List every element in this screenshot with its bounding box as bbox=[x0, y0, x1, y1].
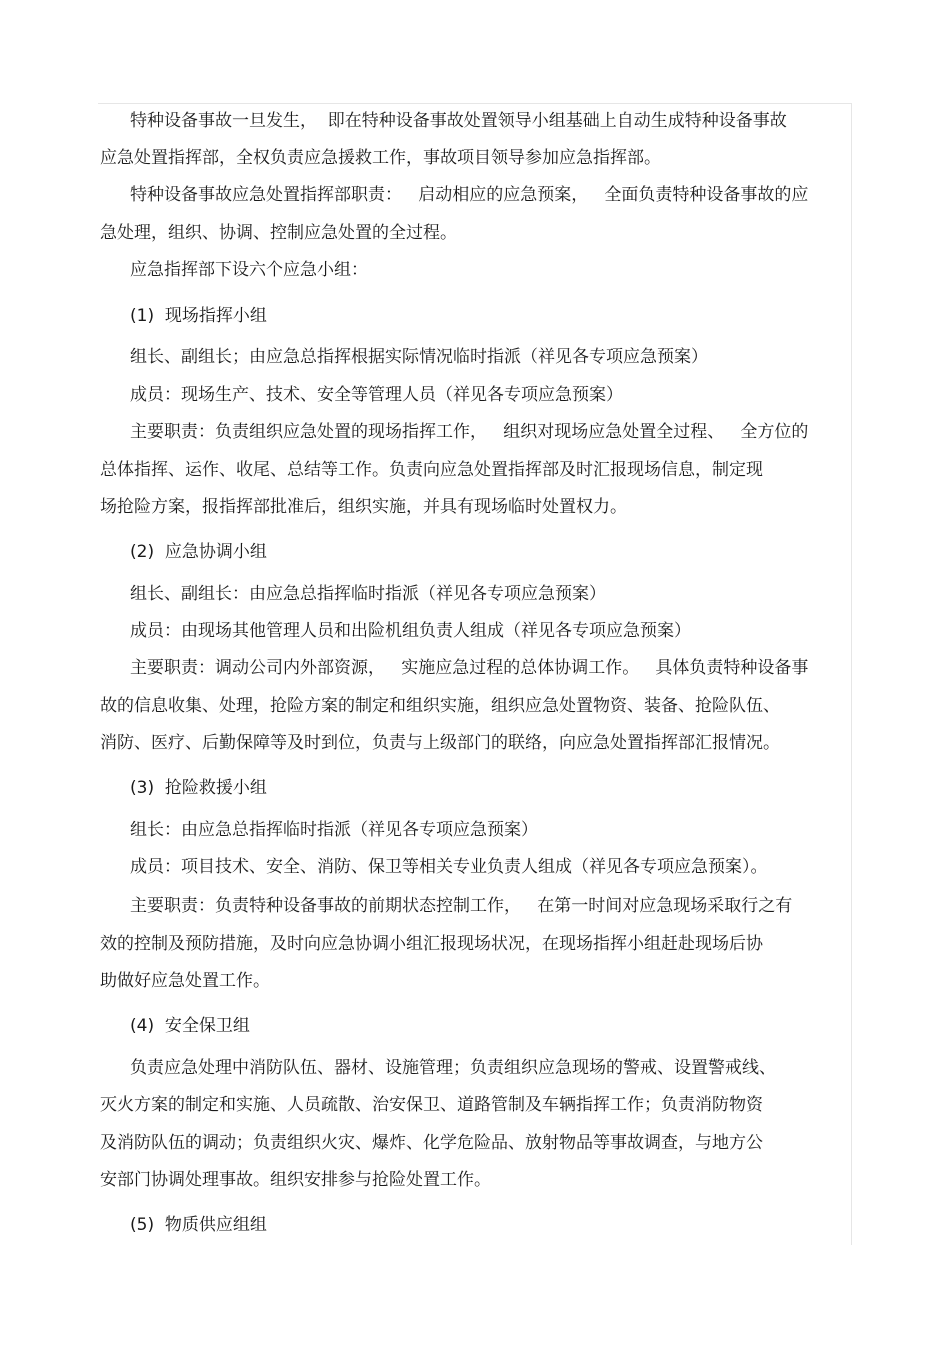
paragraph-line: 成员：由现场其他管理人员和出险机组负责人组成（祥见各专项应急预案） bbox=[130, 621, 691, 641]
section-heading: (2) 应急协调小组 bbox=[130, 542, 267, 562]
page-border-right bbox=[851, 103, 852, 1245]
paragraph-line: 及消防队伍的调动；负责组织火灾、爆炸、化学危险品、放射物品等事故调查，与地方公 bbox=[100, 1133, 763, 1153]
paragraph-line: 组长：由应急总指挥临时指派（祥见各专项应急预案） bbox=[130, 820, 538, 840]
paragraph-line: 消防、医疗、后勤保障等及时到位，负责与上级部门的联络，向应急处置指挥部汇报情况。 bbox=[100, 733, 780, 753]
paragraph-line: 总体指挥、运作、收尾、总结等工作。负责向应急处置指挥部及时汇报现场信息，制定现 bbox=[100, 460, 763, 480]
paragraph-line: 主要职责：负责特种设备事故的前期状态控制工作， 在第一时间对应急现场采取行之有 bbox=[130, 896, 793, 916]
section-heading: (4) 安全保卫组 bbox=[130, 1016, 250, 1036]
paragraph-line: 特种设备事故应急处置指挥部职责： 启动相应的应急预案， 全面负责特种设备事故的应 bbox=[130, 185, 809, 205]
section-heading: (1) 现场指挥小组 bbox=[130, 306, 267, 326]
paragraph-line: 组长、副组长；由应急总指挥根据实际情况临时指派（祥见各专项应急预案） bbox=[130, 347, 708, 367]
paragraph-line: 主要职责：调动公司内外部资源， 实施应急过程的总体协调工作。 具体负责特种设备事 bbox=[130, 658, 809, 678]
section-heading: (3) 抢险救援小组 bbox=[130, 778, 267, 798]
paragraph-line: 效的控制及预防措施，及时向应急协调小组汇报现场状况，在现场指挥小组赶赴现场后协 bbox=[100, 934, 763, 954]
paragraph-line: 场抢险方案，报指挥部批准后，组织实施，并具有现场临时处置权力。 bbox=[100, 497, 627, 517]
paragraph-line: 应急处置指挥部，全权负责应急援救工作，事故项目领导参加应急指挥部。 bbox=[100, 148, 661, 168]
section-heading: (5) 物质供应组组 bbox=[130, 1215, 267, 1235]
paragraph-line: 急处理，组织、协调、控制应急处置的全过程。 bbox=[100, 223, 457, 243]
paragraph-line: 助做好应急处置工作。 bbox=[100, 971, 270, 991]
paragraph-line: 成员：现场生产、技术、安全等管理人员（祥见各专项应急预案） bbox=[130, 385, 623, 405]
paragraph-line: 组长、副组长：由应急总指挥临时指派（祥见各专项应急预案） bbox=[130, 584, 606, 604]
paragraph-line: 应急指挥部下设六个应急小组： bbox=[130, 260, 368, 280]
paragraph-line: 负责应急处理中消防队伍、器材、设施管理；负责组织应急现场的警戒、设置警戒线、 bbox=[130, 1058, 776, 1078]
paragraph-line: 特种设备事故一旦发生， 即在特种设备事故处置领导小组基础上自动生成特种设备事故 bbox=[130, 111, 787, 131]
page-border-top bbox=[98, 103, 851, 104]
paragraph-line: 主要职责：负责组织应急处置的现场指挥工作， 组织对现场应急处置全过程、 全方位的 bbox=[130, 422, 809, 442]
paragraph-line: 故的信息收集、处理，抢险方案的制定和组织实施，组织应急处置物资、装备、抢险队伍、 bbox=[100, 696, 780, 716]
paragraph-line: 安部门协调处理事故。组织安排参与抢险处置工作。 bbox=[100, 1170, 491, 1190]
paragraph-line: 灭火方案的制定和实施、人员疏散、治安保卫、道路管制及车辆指挥工作；负责消防物资 bbox=[100, 1095, 763, 1115]
paragraph-line: 成员：项目技术、安全、消防、保卫等相关专业负责人组成（祥见各专项应急预案）。 bbox=[130, 857, 768, 877]
